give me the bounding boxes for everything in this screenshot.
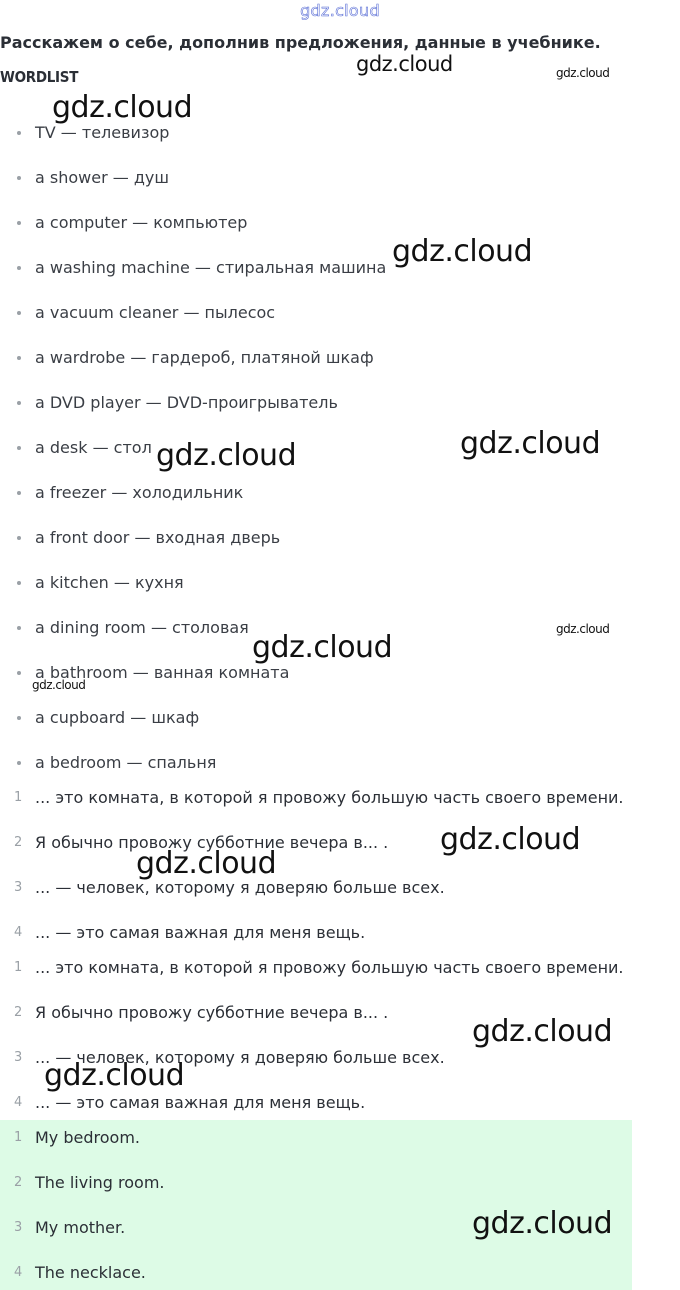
task-item: 2 Я обычно провожу субботние вечера в... .	[14, 1003, 389, 1022]
watermark: gdz.cloud	[392, 234, 533, 269]
watermark: gdz.cloud	[440, 822, 581, 857]
intro-text: Расскажем о себе, дополнив предложения, данные в учебнике.	[0, 33, 601, 52]
bullet-icon	[17, 626, 21, 630]
bullet-icon	[17, 581, 21, 585]
task-item: 2 Я обычно провожу субботние вечера в... .	[14, 833, 389, 852]
bullet-icon	[17, 311, 21, 315]
answer-item: 2 The living room.	[14, 1173, 165, 1192]
watermark: gdz.cloud	[136, 846, 277, 881]
answer-item: 4 The necklace.	[14, 1263, 146, 1282]
bullet-icon	[17, 266, 21, 270]
bullet-icon	[17, 536, 21, 540]
answer-item: 3 My mother.	[14, 1218, 126, 1237]
watermark: gdz.cloud	[472, 1014, 613, 1049]
bullet-icon	[17, 131, 21, 135]
wordlist-heading: WORDLIST	[0, 68, 79, 86]
bullet-icon	[17, 176, 21, 180]
task-item: 4 ... — это самая важная для меня вещь.	[14, 923, 366, 942]
watermark: gdz.cloud	[44, 1058, 185, 1093]
watermark: gdz.cloud	[460, 426, 601, 461]
bullet-icon	[17, 716, 21, 720]
watermark: gdz.cloud	[356, 52, 453, 76]
site-logo[interactable]: gdz.cloud	[300, 1, 380, 20]
watermark: gdz.cloud	[472, 1206, 613, 1241]
answer-item: 1 My bedroom.	[14, 1128, 140, 1147]
watermark: gdz.cloud	[32, 678, 86, 692]
task-item: 4 ... — это самая важная для меня вещь.	[14, 1093, 366, 1112]
bullet-icon	[17, 491, 21, 495]
task-item: 3 ... — человек, которому я доверяю больше всех.	[14, 878, 445, 897]
bullet-icon	[17, 356, 21, 360]
watermark: gdz.cloud	[252, 630, 393, 665]
bullet-icon	[17, 671, 21, 675]
watermark: gdz.cloud	[556, 66, 610, 80]
task-item: 1 ... это комната, в которой я провожу большую часть своего времени.	[14, 788, 624, 807]
task-item: 1 ... это комната, в которой я провожу большую часть своего времени.	[14, 958, 624, 977]
bullet-icon	[17, 446, 21, 450]
watermark: gdz.cloud	[52, 90, 193, 125]
bullet-icon	[17, 221, 21, 225]
task-item: 3 ... — человек, которому я доверяю больше всех.	[14, 1048, 445, 1067]
watermark: gdz.cloud	[556, 622, 610, 636]
watermark: gdz.cloud	[156, 438, 297, 473]
bullet-icon	[17, 401, 21, 405]
bullet-icon	[17, 761, 21, 765]
